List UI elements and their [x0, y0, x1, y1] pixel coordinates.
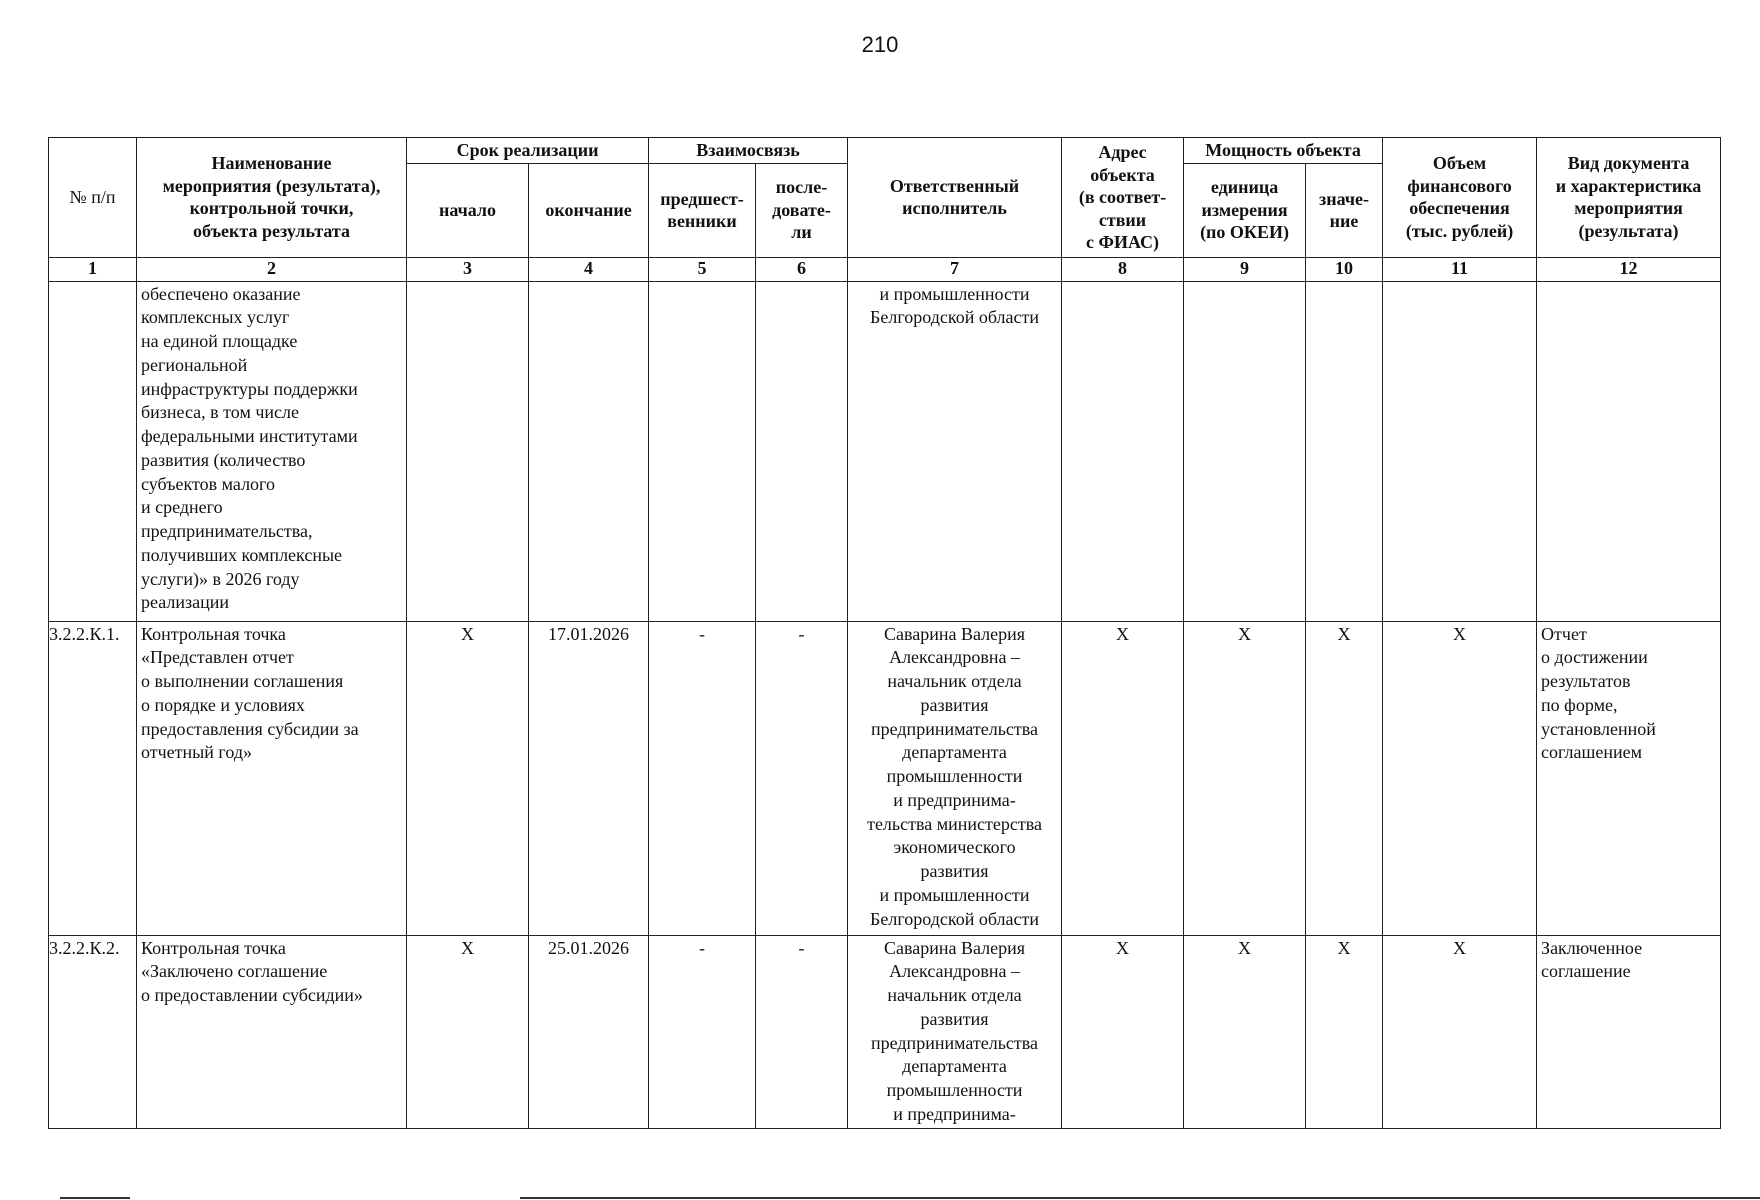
header-capacity-group: Мощность объекта	[1184, 138, 1383, 164]
page-number: 210	[861, 32, 899, 57]
row-value	[1306, 281, 1383, 621]
col-number-4: 4	[529, 257, 649, 281]
row-name: Контрольная точка «Заключено соглашение о предоставлении субсидии»	[137, 935, 407, 1128]
row-address: X	[1062, 621, 1184, 935]
row-end: 25.01.2026	[529, 935, 649, 1128]
row-responsible: и промышленности Белгородской области	[848, 281, 1062, 621]
row-predecessors	[649, 281, 756, 621]
header-responsible: Ответственный исполнитель	[848, 138, 1062, 258]
col-number-5: 5	[649, 257, 756, 281]
row-successors: -	[756, 935, 848, 1128]
header-link-group: Взаимосвязь	[649, 138, 848, 164]
row-number	[49, 281, 137, 621]
row-name: обеспечено оказание комплексных услуг на единой площадке региональной инфраструктуры поддержки бизнеса, в том числе федеральными институтами развития (количество субъектов малого и среднего предпринимательства, получивших комплексные услуги)» в 2026 году реализации	[137, 281, 407, 621]
row-end: 17.01.2026	[529, 621, 649, 935]
row-start	[407, 281, 529, 621]
header-value: значе- ние	[1306, 163, 1383, 257]
row-document: Отчет о достижении результатов по форме, установленной соглашением	[1537, 621, 1721, 935]
col-number-12: 12	[1537, 257, 1721, 281]
activities-table	[48, 137, 1721, 1129]
row-document: Заключенное соглашение	[1537, 935, 1721, 1128]
row-finance: X	[1383, 935, 1537, 1128]
row-predecessors: -	[649, 935, 756, 1128]
table-row	[49, 935, 1721, 1128]
row-finance	[1383, 281, 1537, 621]
row-responsible: Саварина Валерия Александровна – начальник отдела развития предпринимательства департамента промышленности и предпринима- тельства министерства экономического развития и промышленности Белгородской области	[848, 621, 1062, 935]
bottom-rule-right	[520, 1197, 1760, 1199]
header-address: Адрес объекта (в соответ- ствии с ФИАС)	[1062, 138, 1184, 258]
row-value: X	[1306, 621, 1383, 935]
col-number-2: 2	[137, 257, 407, 281]
header-unit: единица измерения (по ОКЕИ)	[1184, 163, 1306, 257]
table-row	[49, 281, 1721, 621]
row-responsible: Саварина Валерия Александровна – начальник отдела развития предпринимательства департамента промышленности и предпринима-	[848, 935, 1062, 1128]
row-number: 3.2.2.К.1.	[49, 621, 137, 935]
col-number-8: 8	[1062, 257, 1184, 281]
row-start: X	[407, 935, 529, 1128]
row-address	[1062, 281, 1184, 621]
header-row-1	[49, 138, 1721, 164]
header-finance: Объем финансового обеспечения (тыс. рублей)	[1383, 138, 1537, 258]
row-unit: X	[1184, 621, 1306, 935]
row-successors: -	[756, 621, 848, 935]
header-predecessors: предшест- венники	[649, 163, 756, 257]
col-number-9: 9	[1184, 257, 1306, 281]
row-name: Контрольная точка «Представлен отчет о выполнении соглашения о порядке и условиях предоставления субсидии за отчетный год»	[137, 621, 407, 935]
row-predecessors: -	[649, 621, 756, 935]
header-term-group: Срок реализации	[407, 138, 649, 164]
bottom-rule-left	[60, 1197, 130, 1199]
row-number: 3.2.2.К.2.	[49, 935, 137, 1128]
header-document: Вид документа и характеристика мероприятия (результата)	[1537, 138, 1721, 258]
row-successors	[756, 281, 848, 621]
header-number: № п/п	[49, 138, 137, 258]
row-document	[1537, 281, 1721, 621]
column-numbers-row	[49, 257, 1721, 281]
col-number-6: 6	[756, 257, 848, 281]
row-unit	[1184, 281, 1306, 621]
table-row	[49, 621, 1721, 935]
col-number-11: 11	[1383, 257, 1537, 281]
col-number-7: 7	[848, 257, 1062, 281]
row-end	[529, 281, 649, 621]
row-start: X	[407, 621, 529, 935]
col-number-1: 1	[49, 257, 137, 281]
row-finance: X	[1383, 621, 1537, 935]
header-successors: после- довате- ли	[756, 163, 848, 257]
header-name: Наименование мероприятия (результата), контрольной точки, объекта результата	[137, 138, 407, 258]
col-number-3: 3	[407, 257, 529, 281]
row-unit: X	[1184, 935, 1306, 1128]
header-end: окончание	[529, 163, 649, 257]
header-start: начало	[407, 163, 529, 257]
row-value: X	[1306, 935, 1383, 1128]
row-address: X	[1062, 935, 1184, 1128]
col-number-10: 10	[1306, 257, 1383, 281]
